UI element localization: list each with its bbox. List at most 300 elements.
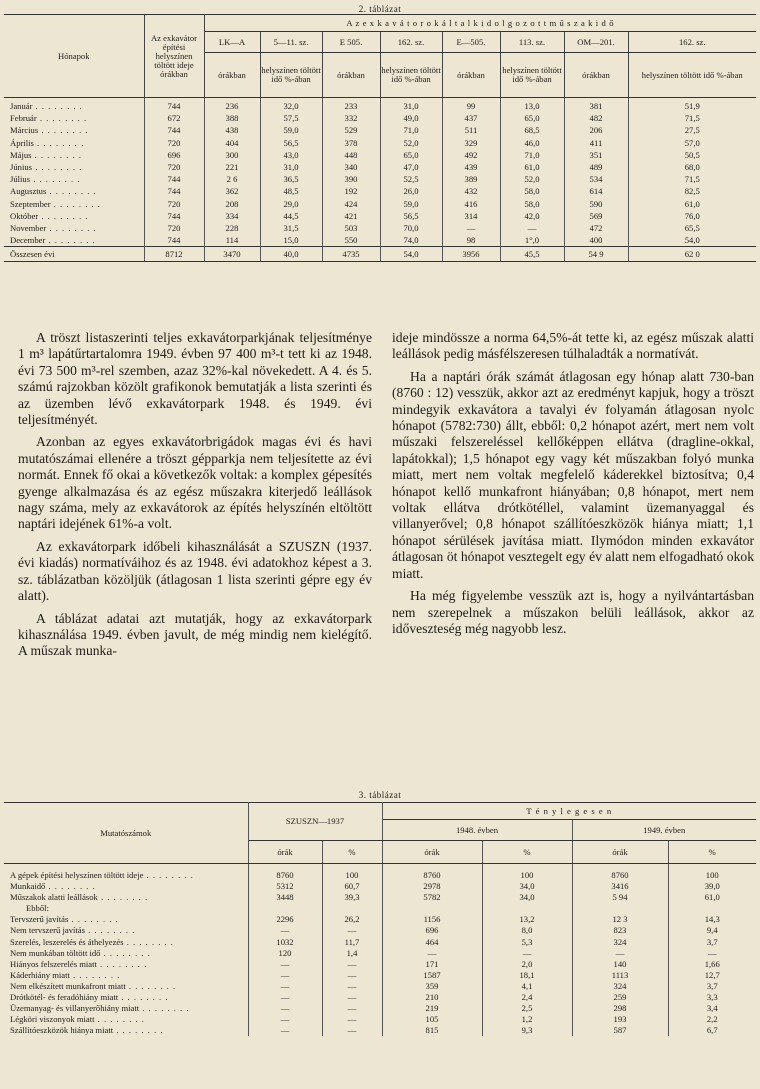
t2-cell: 3956 — [442, 247, 500, 262]
paragraph: Ha a naptári órák számát átlagosan egy hónap alatt 730-ban (8760 : 12) vesszük, akkor azt az eredményt kapjuk, hogy a tröszt mindegyik exkavátora a tavalyi év folyamán átlagosan nyolc hónapot (5782:730) állt, ebből: 0,2 hónapot azért, mert nem volt műszaki felszereléssel kellőképpen ellátva (dragline-okkal, lapátokkal); 1,5 hónapot egy vagy két műszakban folyó munka miatt, mert nem voltak megfelelő káderekkel biztosítva; 0,4 hónapot kellő munkafront hiányában; 0,8 hónapot, mert nem voltak ellátva drótkötéllel, valamint üzemanyaggal és villanyerővel; 0,8 hónapot szállítóeszközök hiánya miatt; 1,1 hónapot sérülések javítása miatt. Ilymódon minden exkavátor átlagosan öt hónapot vesztegelt egy év alatt nem elfogadható okok miatt. — [392, 368, 754, 581]
table2 — [4, 14, 756, 262]
t3-cell: 2296 — [248, 914, 322, 925]
t2-month-row — [4, 137, 756, 149]
t2-cell: 672 — [144, 112, 204, 124]
t3-cell: 8,0 — [482, 925, 572, 936]
t2-sub-hours: órákban — [322, 53, 380, 98]
t3-cell: 1587 — [382, 970, 482, 981]
t2-cell: 74,0 — [380, 234, 442, 247]
t3-indicator-row — [4, 870, 756, 881]
t2-sub-hours: órákban — [564, 53, 628, 98]
t3-indicator-label: Szállítóeszközök hiánya miatt . . . — [4, 1025, 248, 1036]
t2-cell: 59,0 — [380, 198, 442, 210]
t2-cell: 448 — [322, 149, 380, 161]
t2-month-row — [4, 173, 756, 185]
t2-cell: 61,0 — [684, 198, 700, 209]
t3-cell: — — [322, 959, 382, 970]
t2-cell: 416 — [442, 198, 500, 210]
t3-cell: 105 — [382, 1014, 482, 1025]
t3-cell: 696 — [382, 925, 482, 936]
t2-days-header: Az exkavátor építési helyszínen töltött ideje órákban — [144, 15, 204, 98]
t2-cell: 51,9 — [684, 101, 700, 111]
t3-cell: 823 — [572, 925, 668, 936]
t2-cell: 65,0 — [500, 112, 564, 124]
t3-cell: — — [322, 925, 382, 936]
t2-cell: 389 — [442, 173, 500, 185]
t3-indicator-row — [4, 881, 756, 892]
t2-cell: 31,0 — [380, 98, 442, 113]
t2-cell: 744 — [144, 173, 204, 185]
t2-cell: 8712 — [144, 247, 204, 262]
t3-cell: 1156 — [382, 914, 482, 925]
paragraph: ideje mindössze a norma 64,5%-át tette ki, az egész műszak alatti leállások pedig másfélszeresen túlhaladták a normatívát. — [392, 330, 754, 362]
t3-cell: 1113 — [572, 970, 668, 981]
t3-indicators-header: Mutatószámok — [4, 803, 248, 864]
t2-cell: 43,0 — [260, 149, 322, 161]
t2-machine: LK—A — [204, 32, 260, 53]
t2-month-row — [4, 98, 756, 113]
t3-cell: 9,3 — [482, 1025, 572, 1036]
t3-cell: 1,66 — [704, 958, 720, 969]
t2-cell: 300 — [204, 149, 260, 161]
t3-cell: 298 — [572, 1003, 668, 1014]
t3-cell: 3,4 — [706, 1003, 718, 1014]
t2-cell: 206 — [564, 124, 628, 136]
t2-cell: 744 — [144, 185, 204, 197]
t2-cell: 424 — [322, 198, 380, 210]
t3-cell: 324 — [572, 981, 668, 992]
t2-cell: 534 — [564, 173, 628, 185]
t2-cell: 511 — [442, 124, 500, 136]
t3-cell: — — [248, 992, 322, 1003]
t2-cell: 744 — [144, 124, 204, 136]
t3-cell: — — [322, 970, 382, 981]
t3-cell: — — [248, 1025, 322, 1036]
t2-cell: 437 — [442, 112, 500, 124]
t3-cell: 39,0 — [704, 881, 720, 892]
t2-cell: 744 — [144, 234, 204, 247]
t2-cell: 744 — [144, 210, 204, 222]
t2-cell: 432 — [442, 185, 500, 197]
t3-cell: 3,7 — [706, 980, 718, 991]
t2-month-row — [4, 112, 756, 124]
t2-month-row — [4, 222, 756, 234]
t3-sub-hours: órák — [248, 841, 322, 864]
t3-indicator-label: Káderhiány miatt . . . — [4, 970, 248, 981]
t3-cell: 100 — [705, 870, 719, 880]
t3-cell: — — [248, 981, 322, 992]
t3-cell: 464 — [382, 937, 482, 948]
t2-cell: 48,5 — [260, 185, 322, 197]
t2-machine: OM—201. — [564, 32, 628, 53]
t2-cell: 29,0 — [260, 198, 322, 210]
t2-cell: 314 — [442, 210, 500, 222]
t3-szuszn-header: SZUSZN—1937 — [248, 803, 382, 841]
t3-cell: 5782 — [382, 892, 482, 903]
t2-sub-hours: órákban — [442, 53, 500, 98]
t2-cell: 27,5 — [684, 125, 700, 136]
t2-cell: 46,0 — [500, 137, 564, 149]
t2-cell: 45,5 — [500, 247, 564, 262]
t3-cell: 13,2 — [482, 914, 572, 925]
t2-cell: 32,0 — [260, 98, 322, 113]
t2-month-name: Augusztus . . . — [4, 185, 144, 197]
t2-group-title: A z e x k a v á t o r o k á l t a l k i d o l g o z o t t m ű s z a k i d ő — [204, 15, 756, 32]
t3-indicator-row — [4, 925, 756, 936]
t2-cell: 82,5 — [684, 186, 700, 197]
t3-cell: — — [572, 948, 668, 959]
t2-cell: 47,0 — [380, 161, 442, 173]
t3-indicator-label: Tervszerű javítás . . . — [4, 914, 248, 925]
t3-indicator-row — [4, 903, 756, 914]
t2-cell: 744 — [144, 98, 204, 113]
t3-cell: 3416 — [572, 881, 668, 892]
t3-cell: — — [707, 947, 717, 958]
t3-cell: 1,4 — [322, 948, 382, 959]
t2-cell: 70,0 — [380, 222, 442, 234]
t2-month-name: Szeptember . . . — [4, 198, 144, 210]
t3-indicator-label: Drótkötél- és feradóhiány miatt . . . — [4, 992, 248, 1003]
t2-month-name: Január . . . — [4, 98, 144, 113]
t2-cell: 503 — [322, 222, 380, 234]
t3-sub-hours: órák — [572, 841, 668, 864]
t3-cell: 259 — [572, 992, 668, 1003]
t3-sub-pct: % — [322, 841, 382, 864]
t3-cell — [668, 903, 756, 914]
t2-cell: 52,5 — [380, 173, 442, 185]
t3-year-1949: 1949. évben — [572, 820, 756, 841]
t2-cell: — — [500, 222, 564, 234]
t3-cell: — — [248, 925, 322, 936]
t2-cell: 492 — [442, 149, 500, 161]
t2-month-row — [4, 161, 756, 173]
t2-cell: 58,0 — [500, 185, 564, 197]
t3-sub-pct: % — [668, 841, 756, 864]
t2-cell: 208 — [204, 198, 260, 210]
t2-cell: 472 — [564, 222, 628, 234]
t2-cell: 65,0 — [380, 149, 442, 161]
t2-cell: 61,0 — [500, 161, 564, 173]
t3-cell: 4,1 — [482, 981, 572, 992]
t3-cell: 100 — [482, 870, 572, 881]
paragraph: Azonban az egyes exkavátorbrigádok magas évi és havi mutatószámai ellenére a tröszt gépparkja nem teljesítette az évi normát. Ennek fő okai a következők voltak: a komplex gépesítés gyenge alkalmazása és az egész műszakra kiterjedő leállások nagy száma, mely az exkavátorok az építés helyszínén eltöltött naptári idejének 61%-a volt. — [18, 434, 372, 532]
t2-cell: 421 — [322, 210, 380, 222]
t2-cell: 362 — [204, 185, 260, 197]
t3-cell: 6,7 — [706, 1025, 718, 1036]
t2-machine: 162. sz. — [380, 32, 442, 53]
t3-cell: 8760 — [382, 870, 482, 881]
t3-cell — [248, 903, 322, 914]
t2-cell: 56,5 — [380, 210, 442, 222]
t3-indicator-label: A gépek építési helyszínen töltött ideje . . . — [4, 870, 248, 881]
t3-cell: — — [322, 992, 382, 1003]
t2-cell: 390 — [322, 173, 380, 185]
t2-cell: 411 — [564, 137, 628, 149]
t2-cell: 31,0 — [260, 161, 322, 173]
t2-cell: 1°,0 — [500, 234, 564, 247]
t2-sub-pct: helyszínen töltött idő %-ában — [500, 53, 564, 98]
t3-cell: 5312 — [248, 881, 322, 892]
t2-cell: 42,0 — [500, 210, 564, 222]
t3-cell: 2978 — [382, 881, 482, 892]
t2-cell: 57,5 — [260, 112, 322, 124]
t2-month-header: Hónapok — [4, 15, 144, 98]
t2-cell: 98 — [442, 234, 500, 247]
t2-cell: 720 — [144, 222, 204, 234]
t3-cell: 1032 — [248, 937, 322, 948]
t3-indicator-row — [4, 981, 756, 992]
t3-indicator-label: Munkaidő . . . — [4, 881, 248, 892]
t2-machine: E—505. — [442, 32, 500, 53]
t2-cell: 696 — [144, 149, 204, 161]
t2-cell: 40,0 — [260, 247, 322, 262]
t3-cell: 5 94 — [572, 892, 668, 903]
t3-cell — [482, 903, 572, 914]
t2-cell: 334 — [204, 210, 260, 222]
t2-cell: 58,0 — [500, 198, 564, 210]
t2-cell: 49,0 — [380, 112, 442, 124]
t3-indicator-row — [4, 948, 756, 959]
t3-cell — [322, 903, 382, 914]
t2-cell: 31,5 — [260, 222, 322, 234]
t3-cell: 2,4 — [482, 992, 572, 1003]
t3-indicator-label: Nem munkában töltött idő . . . — [4, 948, 248, 959]
t2-cell: 52,0 — [380, 137, 442, 149]
t3-indicator-label: Nem tervszerű javítás . . . — [4, 925, 248, 936]
table3 — [4, 802, 756, 1036]
t3-cell: 5,3 — [482, 937, 572, 948]
t3-cell: 815 — [382, 1025, 482, 1036]
t3-indicator-label: Ebből: — [4, 903, 248, 914]
t2-cell: 388 — [204, 112, 260, 124]
table3-caption: 3. táblázat — [358, 790, 402, 800]
paragraph: A tröszt listaszerinti teljes exkavátorparkjának teljesítménye 1 m³ lapátűrtartalomra 1949. évben 97 400 m³-t tett ki az 1948. évi 73 500 m³-rel szemben, azaz 32%-kal növekedett. A 4. és 5. számú rajzokban közölt grafikonok bemutatják a lista szerinti és az üzemben lévő exkavátorpark 1948. és 1949. évi teljesítményét. — [18, 330, 372, 428]
t3-indicator-label: Üzemanyag- és villanyerőhiány miatt . . . — [4, 1003, 248, 1014]
t2-cell: 720 — [144, 198, 204, 210]
t2-machine: 162. sz. — [628, 32, 756, 53]
t2-cell: 720 — [144, 161, 204, 173]
t2-cell: 13,0 — [500, 98, 564, 113]
t2-month-name: Február . . . — [4, 112, 144, 124]
t3-sub-hours: órák — [382, 841, 482, 864]
t2-cell: 614 — [564, 185, 628, 197]
t2-month-name: Május . . . — [4, 149, 144, 161]
t2-month-name: December . . . — [4, 234, 144, 247]
t2-cell: 233 — [322, 98, 380, 113]
t2-cell: 99 — [442, 98, 500, 113]
t3-cell: 12,7 — [704, 969, 720, 980]
t3-cell: — — [248, 1003, 322, 1014]
t2-cell: 332 — [322, 112, 380, 124]
t2-month-name: Június . . . — [4, 161, 144, 173]
t3-indicator-label: Légköri viszonyok miatt . . . — [4, 1014, 248, 1025]
t2-cell: 71,0 — [500, 149, 564, 161]
t2-machine: 5—11. sz. — [260, 32, 322, 53]
t3-cell: 26,2 — [322, 914, 382, 925]
t2-cell: 400 — [564, 234, 628, 247]
t2-cell: 52,0 — [500, 173, 564, 185]
t2-cell: 550 — [322, 234, 380, 247]
t2-month-row — [4, 198, 756, 210]
t2-cell: 71,5 — [684, 174, 700, 185]
t2-cell: 26,0 — [380, 185, 442, 197]
t2-cell: 68,5 — [500, 124, 564, 136]
t2-month-row — [4, 234, 756, 247]
t2-cell: 57,0 — [684, 137, 700, 148]
t3-cell: — — [248, 970, 322, 981]
t2-cell: 71,5 — [684, 113, 700, 124]
t2-body — [4, 98, 756, 262]
t3-cell: 359 — [382, 981, 482, 992]
text-column-left — [18, 330, 372, 666]
t3-indicator-row — [4, 1014, 756, 1025]
t2-cell: 236 — [204, 98, 260, 113]
t3-cell: — — [322, 1025, 382, 1036]
t3-indicator-label: Szerelés, leszerelés és áthelyezés . . . — [4, 937, 248, 948]
t2-cell: 569 — [564, 210, 628, 222]
t2-month-row — [4, 185, 756, 197]
t3-cell: 140 — [572, 959, 668, 970]
t2-cell: 404 — [204, 137, 260, 149]
t2-cell: 720 — [144, 137, 204, 149]
t3-cell: 587 — [572, 1025, 668, 1036]
t3-cell: 8760 — [248, 870, 322, 881]
t2-cell: 65,5 — [684, 223, 700, 234]
t2-month-name: November . . . — [4, 222, 144, 234]
t3-cell — [382, 903, 482, 914]
t2-cell: 329 — [442, 137, 500, 149]
t2-cell: 15,0 — [260, 234, 322, 247]
t2-total-row — [4, 247, 756, 262]
t3-actual-header: T é n y l e g e s e n — [382, 803, 756, 820]
t3-cell: 8760 — [572, 870, 668, 881]
t2-machine: 113. sz. — [500, 32, 564, 53]
t3-cell: 34,0 — [482, 892, 572, 903]
t3-cell: 60,7 — [322, 881, 382, 892]
t2-cell: 482 — [564, 112, 628, 124]
t3-indicator-row — [4, 959, 756, 970]
t2-cell: 529 — [322, 124, 380, 136]
t2-cell: 228 — [204, 222, 260, 234]
t2-cell: 54,0 — [684, 235, 700, 246]
t2-cell: 2 6 — [204, 173, 260, 185]
t2-cell: 54 9 — [564, 247, 628, 262]
t2-sub-pct: helyszínen töltött idő %-ában — [628, 53, 756, 98]
t3-year-1948: 1948. évben — [382, 820, 572, 841]
t3-cell: 120 — [248, 948, 322, 959]
t2-cell: 489 — [564, 161, 628, 173]
t2-month-name: Április . . . — [4, 137, 144, 149]
t2-cell: 54,0 — [380, 247, 442, 262]
t2-cell: 114 — [204, 234, 260, 247]
t2-cell: 59,0 — [260, 124, 322, 136]
t2-cell: 340 — [322, 161, 380, 173]
t2-cell: 439 — [442, 161, 500, 173]
t3-cell: 193 — [572, 1014, 668, 1025]
t3-cell: — — [382, 948, 482, 959]
t3-cell: — — [248, 959, 322, 970]
t3-cell: 210 — [382, 992, 482, 1003]
t3-cell — [572, 903, 668, 914]
t3-cell: 2,5 — [482, 1003, 572, 1014]
t2-cell: 351 — [564, 149, 628, 161]
t3-cell: 14,3 — [704, 914, 720, 925]
t3-body — [4, 864, 756, 1037]
t2-sub-pct: helyszínen töltött idő %-ában — [260, 53, 322, 98]
t2-cell: 36,5 — [260, 173, 322, 185]
t3-cell: 11,7 — [322, 937, 382, 948]
t3-cell: 61,0 — [704, 892, 720, 903]
paragraph: A táblázat adatai azt mutatják, hogy az exkavátorpark kihasználása 1949. évben javult, de még mindig nem kielégítő. A műszak munka- — [18, 610, 372, 659]
t3-cell: 18,1 — [482, 970, 572, 981]
t2-cell: 4735 — [322, 247, 380, 262]
t3-cell: 9,4 — [706, 925, 718, 936]
paragraph: Ha még figyelembe vesszük azt is, hogy a nyilvántartásban nem szerepelnek a műszakon belüli leállások, akkor az időveszteség még nagyobb lesz. — [392, 588, 754, 636]
t3-indicator-label: Hiányos felszerelés miatt . . . — [4, 959, 248, 970]
t3-indicator-row — [4, 970, 756, 981]
t3-indicator-row — [4, 992, 756, 1003]
t3-cell: — — [322, 1014, 382, 1025]
t3-cell: — — [322, 981, 382, 992]
t2-month-name: Március . . . — [4, 124, 144, 136]
t2-month-row — [4, 124, 756, 136]
t2-cell: 590 — [564, 198, 628, 210]
t2-cell: 192 — [322, 185, 380, 197]
t2-month-name: Október . . . — [4, 210, 144, 222]
t2-cell: 221 — [204, 161, 260, 173]
t2-cell: 62 0 — [628, 247, 756, 262]
text-column-right — [392, 330, 754, 643]
t3-indicator-row — [4, 914, 756, 925]
t3-cell: 219 — [382, 1003, 482, 1014]
t3-cell: 12 3 — [572, 914, 668, 925]
t2-cell: 68,0 — [684, 162, 700, 173]
t3-cell: 39,3 — [322, 892, 382, 903]
t3-indicator-row — [4, 1003, 756, 1014]
t2-cell: 56,5 — [260, 137, 322, 149]
t3-cell: 34,0 — [482, 881, 572, 892]
t2-cell: 76,0 — [684, 210, 700, 221]
t2-month-row — [4, 149, 756, 161]
t2-sub-pct: helyszínen töltött idő %-ában — [380, 53, 442, 98]
t2-machine: E 505. — [322, 32, 380, 53]
t3-cell: 171 — [382, 959, 482, 970]
t2-cell: 378 — [322, 137, 380, 149]
t3-indicator-row — [4, 892, 756, 903]
t2-cell: 71,0 — [380, 124, 442, 136]
t2-cell: — — [442, 222, 500, 234]
t3-cell: 100 — [322, 870, 382, 881]
t3-indicator-row — [4, 937, 756, 948]
t2-month-row — [4, 210, 756, 222]
t2-cell: 50,5 — [684, 149, 700, 160]
t3-cell: — — [322, 1003, 382, 1014]
t3-indicator-row — [4, 1025, 756, 1036]
t3-cell: 1,2 — [482, 1014, 572, 1025]
t3-indicator-label: Műszakok alatti leállások . . . — [4, 892, 248, 903]
t2-cell: 438 — [204, 124, 260, 136]
t2-month-name: Július . . . — [4, 173, 144, 185]
t3-cell: 324 — [572, 937, 668, 948]
t2-cell: 44,5 — [260, 210, 322, 222]
t2-total-label: Összesen évi — [4, 247, 144, 262]
table2-caption: 2. táblázat — [358, 4, 402, 14]
t3-cell: 3448 — [248, 892, 322, 903]
t3-sub-pct: % — [482, 841, 572, 864]
t3-cell: 2,2 — [706, 1014, 718, 1025]
t2-cell: 3470 — [204, 247, 260, 262]
t3-cell: 3,7 — [706, 936, 718, 947]
